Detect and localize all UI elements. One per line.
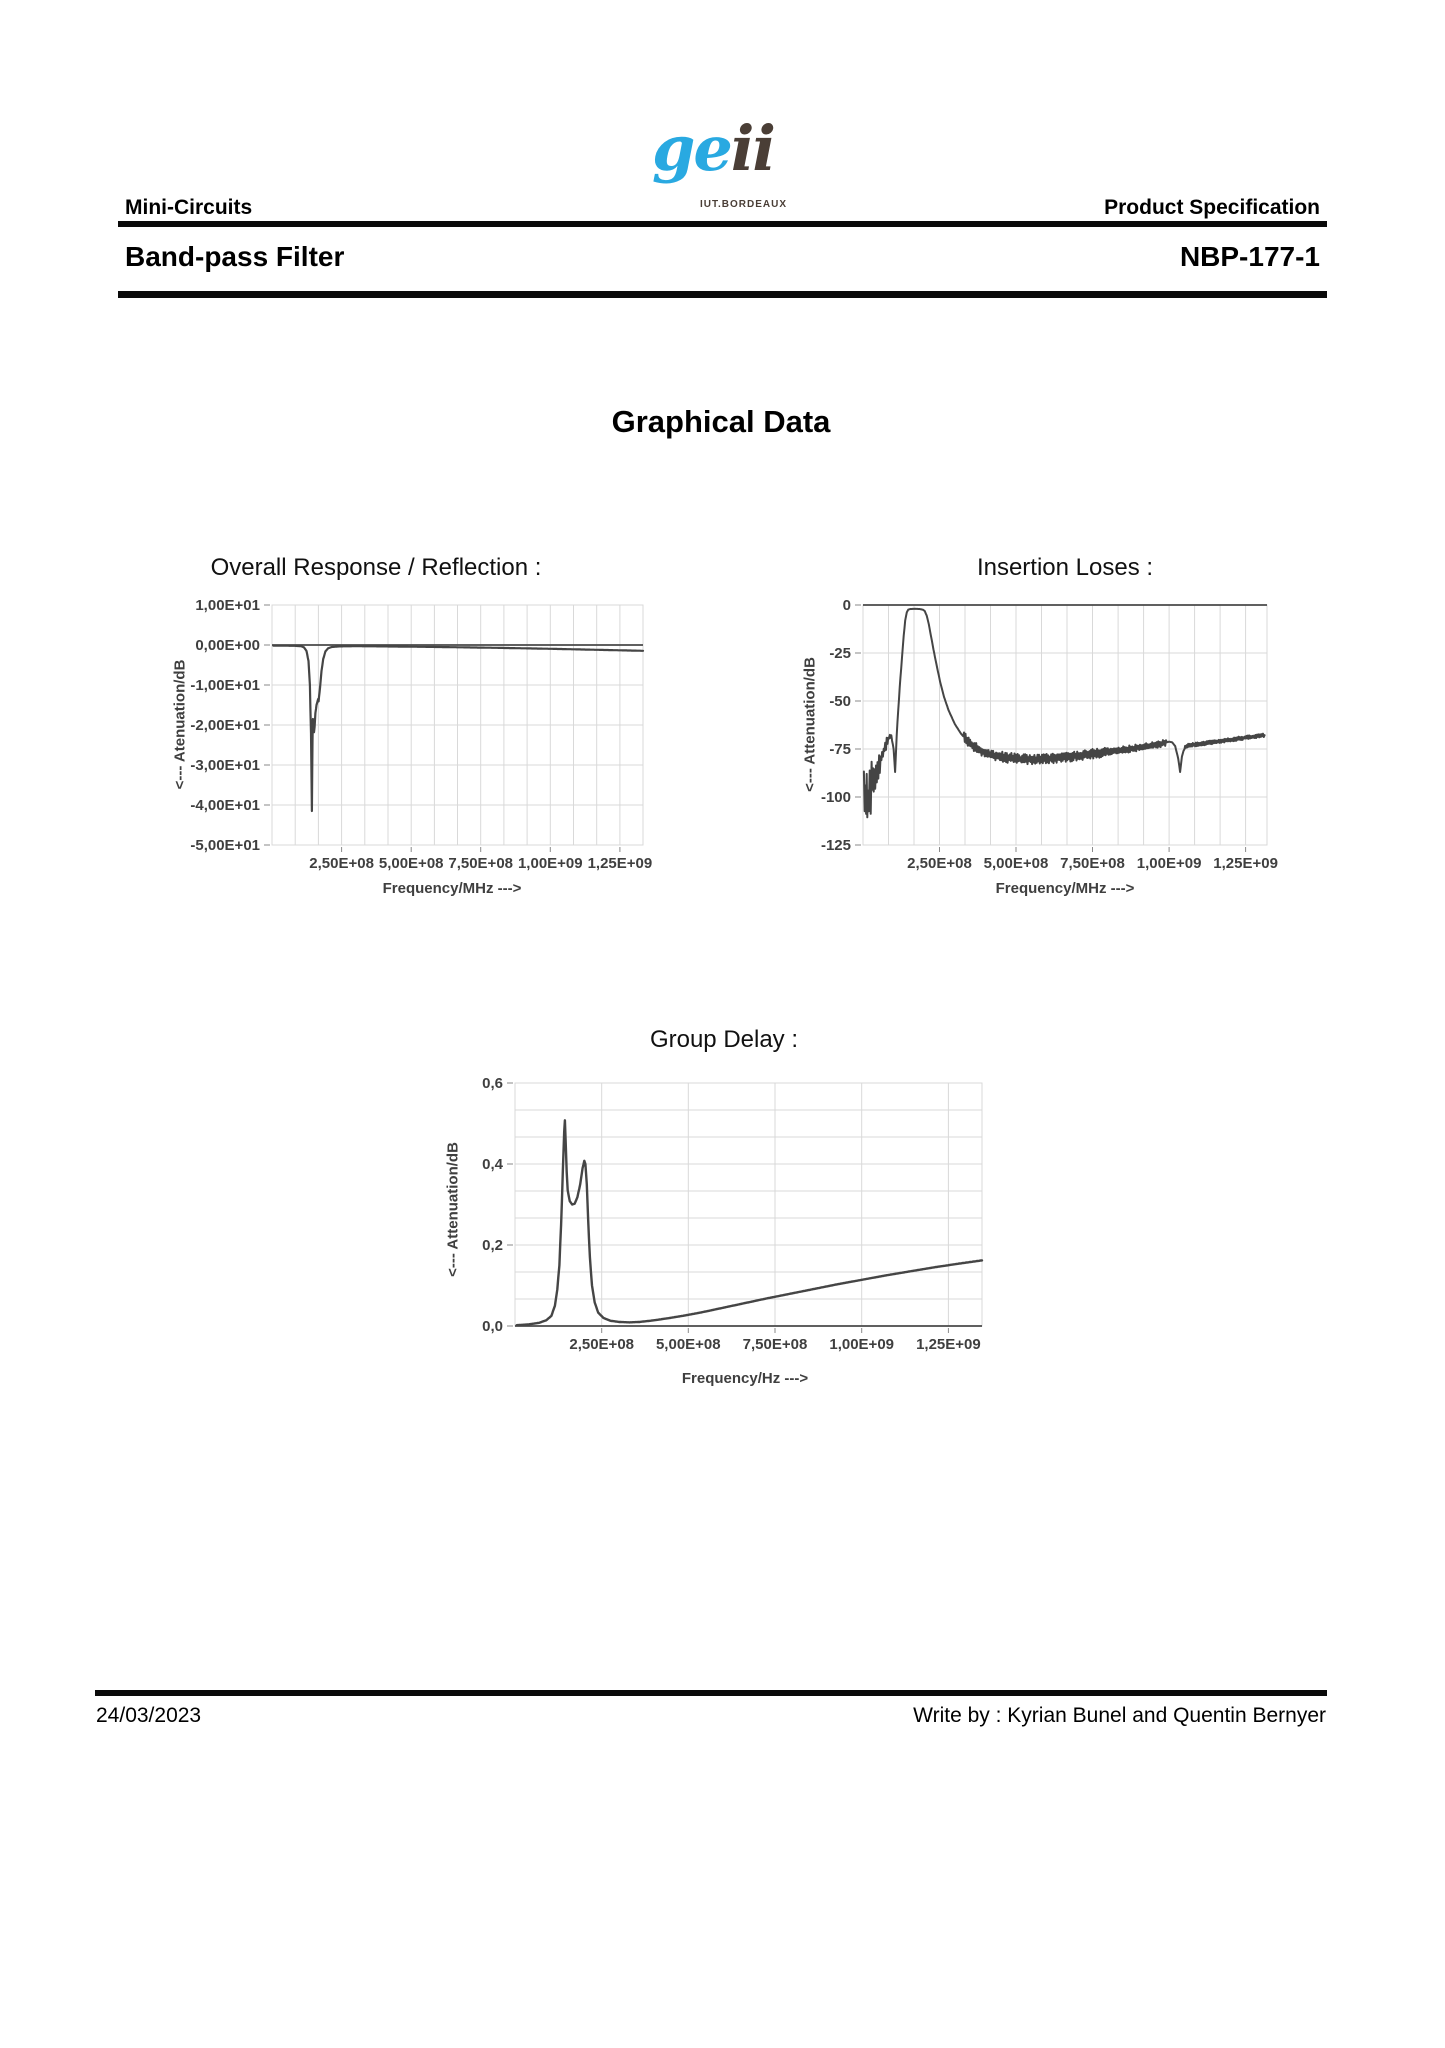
geii-logo [652, 112, 774, 185]
svg-text:-50: -50 [829, 693, 851, 710]
product-line-title: Band-pass Filter [125, 241, 345, 272]
svg-text:-4,00E+01: -4,00E+01 [190, 797, 260, 814]
svg-text:0,2: 0,2 [482, 1237, 503, 1254]
svg-text:-1,00E+01: -1,00E+01 [190, 677, 260, 694]
overall-response-x-axis-title: Frequency/MHz ---> [382, 880, 522, 897]
group-delay-chart-title: Group Delay : [649, 1026, 799, 1053]
svg-text:1,00E+09: 1,00E+09 [517, 855, 583, 872]
model-number: NBP-177-1 [1179, 241, 1320, 272]
svg-text:0,0: 0,0 [482, 1318, 503, 1335]
svg-text:0: 0 [842, 597, 851, 614]
brand-name: Mini-Circuits [125, 196, 253, 219]
svg-text:5,00E+08: 5,00E+08 [983, 855, 1049, 872]
page-title: Graphical Data [611, 404, 831, 439]
svg-text:7,50E+08: 7,50E+08 [448, 855, 514, 872]
svg-text:7,50E+08: 7,50E+08 [1060, 855, 1125, 872]
logo-subtext: IUT.BORDEAUX [700, 199, 788, 210]
svg-text:-5,00E+01: -5,00E+01 [190, 837, 260, 854]
svg-text:-100: -100 [820, 789, 851, 806]
svg-text:0,00E+00: 0,00E+00 [195, 637, 260, 654]
logo-ge-text: ge [652, 112, 731, 185]
footer-credit: Write by : Kyrian Bunel and Quentin Bernyer [913, 1704, 1326, 1727]
insertion-loss-chart-title: Insertion Loses : [976, 554, 1154, 581]
logo-ii-text: ii [730, 112, 774, 185]
svg-text:0,6: 0,6 [482, 1075, 503, 1092]
overall-response-y-axis-title: <--- Atenuation/dB [171, 659, 189, 790]
svg-text:-75: -75 [829, 741, 851, 758]
svg-text:7,50E+08: 7,50E+08 [742, 1336, 808, 1353]
svg-text:2,50E+08: 2,50E+08 [309, 855, 374, 872]
overall-response-chart [185, 593, 655, 883]
insertion-loss-chart [770, 593, 1285, 883]
svg-text:1,00E+09: 1,00E+09 [829, 1336, 895, 1353]
svg-text:1,00E+09: 1,00E+09 [1136, 855, 1202, 872]
overall-response-chart-title: Overall Response / Reflection : [210, 554, 542, 581]
group-delay-chart [425, 1071, 1000, 1366]
svg-text:-25: -25 [829, 645, 851, 662]
svg-text:0,4: 0,4 [482, 1156, 503, 1173]
group-delay-x-axis-title: Frequency/Hz ---> [681, 1370, 809, 1387]
svg-text:1,00E+01: 1,00E+01 [195, 597, 260, 614]
document-type-label: Product Specification [1104, 196, 1320, 219]
svg-text:5,00E+08: 5,00E+08 [378, 855, 444, 872]
svg-text:1,25E+09: 1,25E+09 [1213, 855, 1278, 872]
svg-text:5,00E+08: 5,00E+08 [655, 1336, 721, 1353]
svg-text:-125: -125 [820, 837, 851, 854]
header-rule-top [118, 221, 1327, 227]
svg-text:2,50E+08: 2,50E+08 [907, 855, 972, 872]
header-rule-bottom [118, 291, 1327, 298]
svg-text:1,25E+09: 1,25E+09 [916, 1336, 981, 1353]
svg-text:-3,00E+01: -3,00E+01 [190, 757, 260, 774]
svg-text:1,25E+09: 1,25E+09 [587, 855, 653, 872]
footer-rule [95, 1690, 1327, 1696]
svg-text:-2,00E+01: -2,00E+01 [190, 717, 260, 734]
insertion-loss-x-axis-title: Frequency/MHz ---> [995, 880, 1135, 897]
svg-text:2,50E+08: 2,50E+08 [569, 1336, 635, 1353]
footer-date: 24/03/2023 [96, 1704, 202, 1727]
group-delay-y-axis-title: <--- Attenuation/dB [444, 1142, 462, 1277]
insertion-loss-y-axis-title: <--- Attenuation/dB [801, 657, 819, 792]
